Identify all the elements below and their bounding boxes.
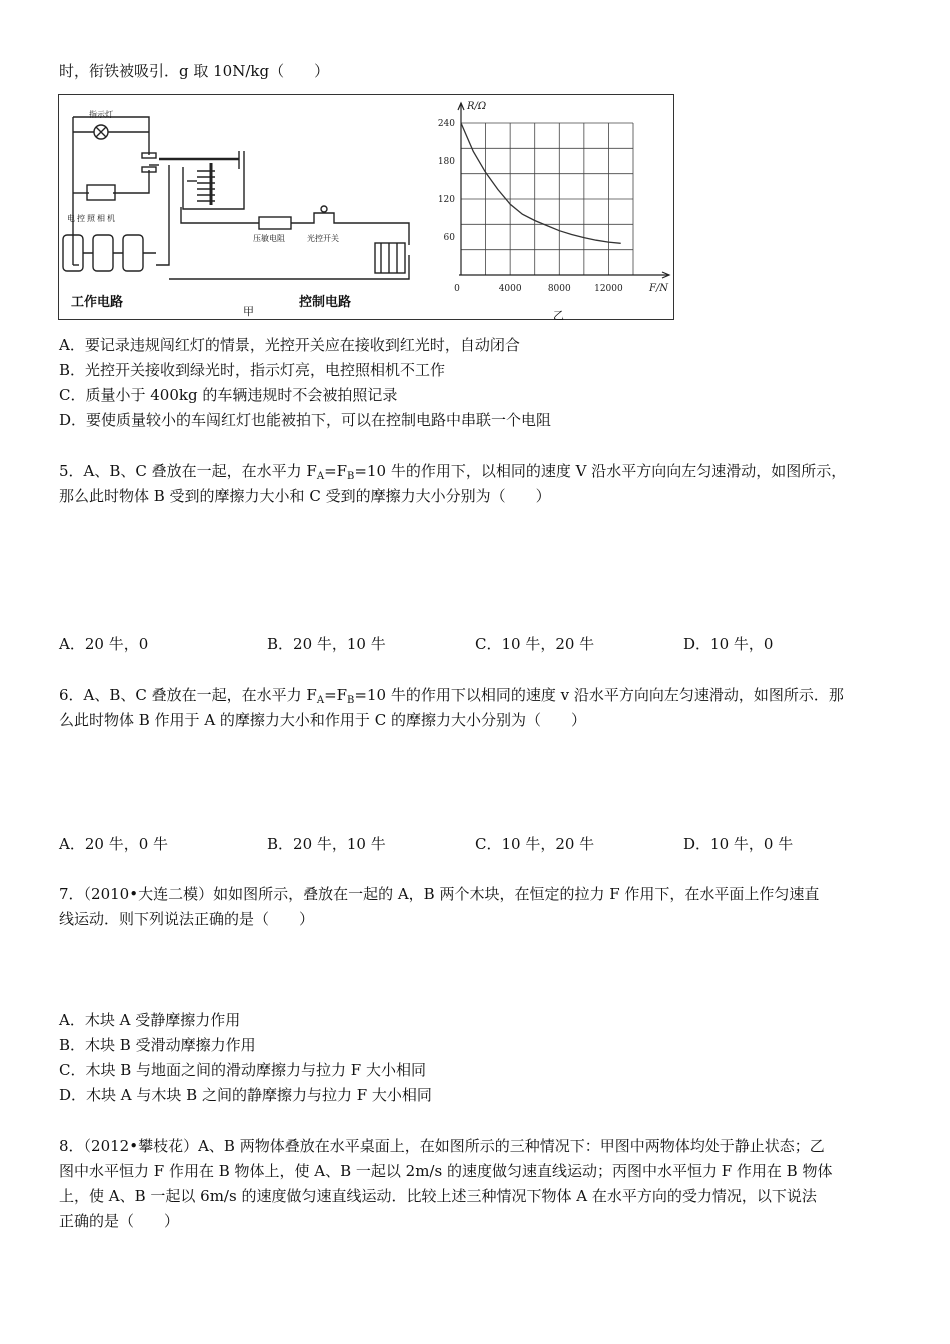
q7-option-c: C．木块 B 与地面之间的滑动摩擦力与拉力 F 大小相同 xyxy=(59,1061,426,1079)
x-tick-label: 0 xyxy=(454,284,460,294)
control-circuit-caption: 控制电路 xyxy=(299,295,352,310)
q8-stem-line2: 图中水平恒力 F 作用在 B 物体上，使 A、B 一起以 2m/s 的速度做匀速直线运动；丙图中水平恒力 F 作用在 B 物体 xyxy=(59,1162,833,1180)
q5-option-b: B．20 牛，10 牛 xyxy=(267,635,386,653)
y-tick-label: 120 xyxy=(437,195,455,205)
work-cell xyxy=(123,235,143,271)
pressure-label: 压敏电阻 xyxy=(253,234,285,243)
q6-option-d: D．10 牛，0 牛 xyxy=(683,835,794,853)
q5-stem-line2: 那么此时物体 B 受到的摩擦力大小和 C 受到的摩擦力大小分别为（ ） xyxy=(59,487,551,505)
lamp-label: 指示灯 xyxy=(89,110,113,119)
q7-stem-line1: 7．（2010•大连二模）如如图所示，叠放在一起的 A，B 两个木块，在恒定的拉力 F 作用下，在水平面上作匀速直 xyxy=(59,885,820,903)
q4-option-b: B．光控开关接收到绿光时，指示灯亮，电控照相机不工作 xyxy=(59,361,446,379)
q6-option-b: B．20 牛，10 牛 xyxy=(267,835,386,853)
light-switch xyxy=(321,206,327,212)
q5-option-c: C．10 牛，20 牛 xyxy=(475,635,595,653)
work-circuit-caption: 工作电路 xyxy=(71,295,124,310)
figure-circuit-and-graph xyxy=(58,94,674,320)
q7-option-a: A．木块 A 受静摩擦力作用 xyxy=(59,1011,241,1029)
figure-b-caption: 乙 xyxy=(553,309,564,322)
figure-a-caption: 甲 xyxy=(243,305,254,318)
q8-stem-line3: 上，使 A、B 一起以 6m/s 的速度做匀速直线运动．比较上述三种情况下物体 A 在水平方向的受力情况，以下说法 xyxy=(59,1187,817,1205)
q4-option-d: D．要使质量较小的车闯红灯也能被拍下，可以在控制电路中串联一个电阻 xyxy=(59,411,552,429)
q8-stem-line1: 8．（2012•攀枝花）A、B 两物体叠放在水平桌面上，在如图所示的三种情况下：甲图中两物体均处于静止状态；乙 xyxy=(59,1137,825,1155)
x-tick-label: 8000 xyxy=(547,284,571,294)
camera-label: 电控照相机 xyxy=(67,214,117,223)
q5-stem-line1: 5．A、B、C 叠放在一起，在水平力 $F_A=F_B=10$ 牛的作用下，以相同的速度 V 沿水平方向向左匀速滑动，如图所示， xyxy=(59,462,847,482)
switch-label: 光控开关 xyxy=(307,234,339,243)
q7-option-b: B．木块 B 受滑动摩擦力作用 xyxy=(59,1036,256,1054)
wire xyxy=(73,117,149,155)
pressure-resistor xyxy=(259,217,291,229)
q4-option-a: A．要记录违规闯红灯的情景，光控开关应在接收到红光时，自动闭合 xyxy=(59,336,520,354)
q7-option-d: D．木块 A 与木块 B 之间的静摩擦力与拉力 F 大小相同 xyxy=(59,1086,432,1104)
q8-stem-line4: 正确的是（ ） xyxy=(59,1212,180,1230)
work-cell xyxy=(93,235,113,271)
q6-option-c: C．10 牛，20 牛 xyxy=(475,835,595,853)
x-tick-label: 4000 xyxy=(498,284,522,294)
r-f-curve xyxy=(461,123,621,243)
x-axis-label: F/N xyxy=(649,283,669,294)
y-tick-label: 240 xyxy=(437,119,455,129)
q4-option-c: C．质量小于 400kg 的车辆违规时不会被拍照记录 xyxy=(59,386,398,404)
x-tick-label: 12000 xyxy=(594,284,623,294)
y-axis-label: R/Ω xyxy=(467,101,487,112)
q6-stem-line1: 6．A、B、C 叠放在一起，在水平力 $F_A=F_B=10$ 牛的作用下以相同的速度 v 沿水平方向向左匀速滑动，如图所示．那 xyxy=(59,686,844,706)
r-f-graph xyxy=(438,101,669,294)
q7-stem-line2: 线运动．则下列说法正确的是（ ） xyxy=(59,910,315,928)
q5-option-d: D．10 牛，0 xyxy=(683,635,774,653)
y-tick-label: 180 xyxy=(437,157,455,167)
q6-stem-line2: 么此时物体 B 作用于 A 的摩擦力大小和作用于 C 的摩擦力大小分别为（ ） xyxy=(59,711,586,729)
question-4-tail: 时，衔铁被吸引．g 取 10N/kg（ ） xyxy=(59,62,330,80)
q5-option-a: A．20 牛，0 xyxy=(59,635,149,653)
q6-option-a: A．20 牛，0 牛 xyxy=(59,835,168,853)
y-tick-label: 60 xyxy=(443,233,455,243)
circuit-diagram xyxy=(59,95,675,321)
control-battery xyxy=(375,243,405,273)
camera-box xyxy=(87,185,115,200)
